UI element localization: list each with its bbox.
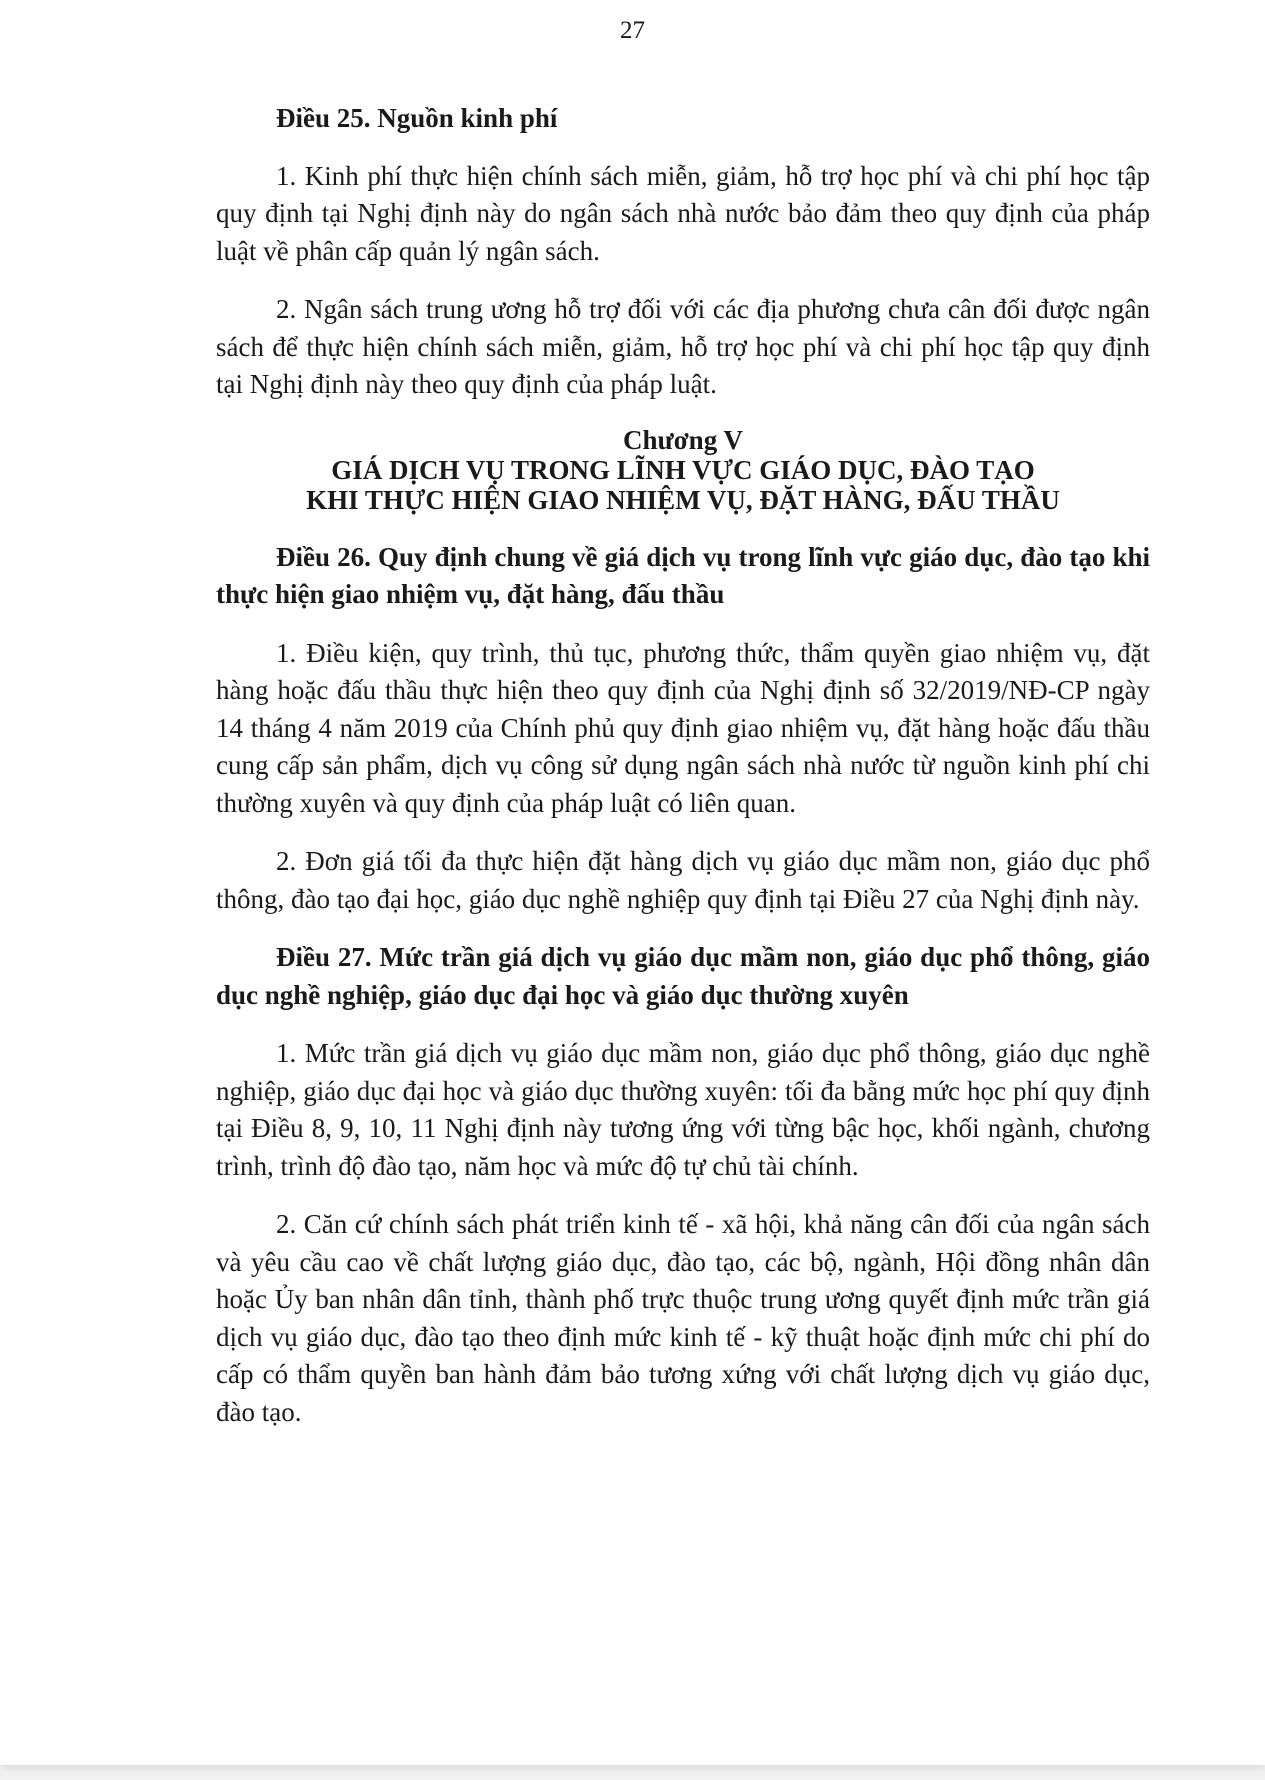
chapter-5-label: Chương V <box>623 424 743 455</box>
article-26-paragraph-2: 2. Đơn giá tối đa thực hiện đặt hàng dịch vụ giáo dục mầm non, giáo dục phổ thông, đào tạo đại học, giáo dục nghề nghiệp quy định tại Điều 27 của Nghị định này. <box>216 846 1150 914</box>
chapter-5-title-line-1: GIÁ DỊCH VỤ TRONG LĨNH VỰC GIÁO DỤC, ĐÀO TẠO <box>331 454 1035 485</box>
article-26-heading: Điều 26. Quy định chung về giá dịch vụ trong lĩnh vực giáo dục, đào tạo khi thực hiện giao nhiệm vụ, đặt hàng, đấu thầu <box>216 541 1150 609</box>
chapter-5-title-line-2: KHI THỰC HIỆN GIAO NHIỆM VỤ, ĐẶT HÀNG, ĐẤU THẦU <box>306 484 1060 515</box>
article-27-paragraph-1: 1. Mức trần giá dịch vụ giáo dục mầm non, giáo dục phổ thông, giáo dục nghề nghiệp, giáo dục đại học và giáo dục thường xuyên: tối đa bằng mức học phí quy định tại Điều 8, 9, 10, 11 Nghị định này tương ứng với từng bậc học, khối ngành, chương trình, trình độ đào tạo, năm học và mức độ tự chủ tài chính. <box>216 1038 1150 1181</box>
article-27-paragraph-2: 2. Căn cứ chính sách phát triển kinh tế - xã hội, khả năng cân đối của ngân sách và yêu cầu cao về chất lượng giáo dục, đào tạo, các bộ, ngành, Hội đồng nhân dân hoặc Ủy ban nhân dân tỉnh, thành phố trực thuộc trung ương quyết định mức trần giá dịch vụ giáo dục, đào tạo theo định mức kinh tế - kỹ thuật hoặc định mức chi phí do cấp có thẩm quyền ban hành đảm bảo tương xứng với chất lượng dịch vụ giáo dục, đào tạo. <box>216 1209 1150 1427</box>
article-27-heading: Điều 27. Mức trần giá dịch vụ giáo dục mầm non, giáo dục phổ thông, giáo dục nghề nghiệp, giáo dục đại học và giáo dục thường xuyên <box>216 942 1150 1010</box>
article-25-paragraph-2: 2. Ngân sách trung ương hỗ trợ đối với các địa phương chưa cân đối được ngân sách để thực hiện chính sách miễn, giảm, hỗ trợ học phí và chi phí học tập quy định tại Nghị định này theo quy định của pháp luật. <box>216 294 1150 399</box>
document-body <box>216 100 1150 1431</box>
article-26-paragraph-1: 1. Điều kiện, quy trình, thủ tục, phương thức, thẩm quyền giao nhiệm vụ, đặt hàng hoặc đấu thầu thực hiện theo quy định của Nghị định số 32/2019/NĐ-CP ngày 14 tháng 4 năm 2019 của Chính phủ quy định giao nhiệm vụ, đặt hàng hoặc đấu thầu cung cấp sản phẩm, dịch vụ công sử dụng ngân sách nhà nước từ nguồn kinh phí chi thường xuyên và quy định của pháp luật có liên quan. <box>216 637 1150 818</box>
chapter-5-header <box>216 425 1150 515</box>
article-25-paragraph-1: 1. Kinh phí thực hiện chính sách miễn, giảm, hỗ trợ học phí và chi phí học tập quy định tại Nghị định này do ngân sách nhà nước bảo đảm theo quy định của pháp luật về phân cấp quản lý ngân sách. <box>216 160 1150 266</box>
page-number: 27 <box>620 17 645 44</box>
article-25-heading: Điều 25. Nguồn kinh phí <box>276 103 558 133</box>
